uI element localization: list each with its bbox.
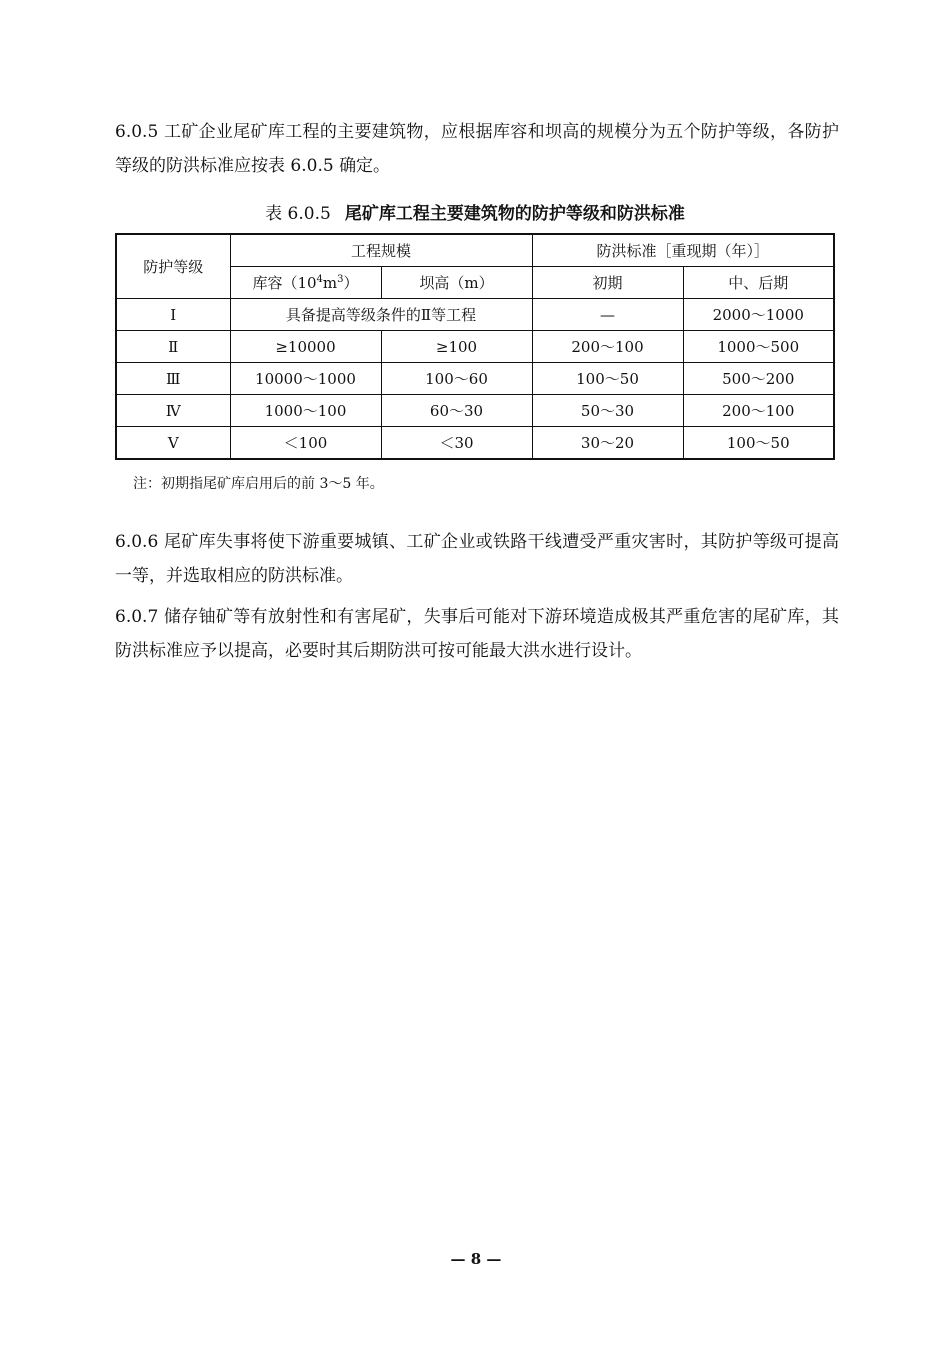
cell-scale-merged: 具备提高等级条件的Ⅱ等工程 [230, 299, 532, 331]
cell-grade: Ⅲ [116, 363, 230, 395]
capacity-exp2: 3 [337, 274, 344, 285]
header-initial: 初期 [532, 267, 683, 299]
cell-later: 1000～500 [683, 331, 834, 363]
cell-later: 100～50 [683, 427, 834, 460]
header-scale: 工程规模 [230, 234, 532, 267]
cell-initial: 100～50 [532, 363, 683, 395]
cell-initial: — [532, 299, 683, 331]
page-number: — 8 — [450, 1250, 502, 1268]
table-title-text: 尾矿库工程主要建筑物的防护等级和防洪标准 [344, 204, 685, 224]
table-row [116, 395, 834, 427]
cell-initial: 200～100 [532, 331, 683, 363]
table-row [116, 427, 834, 460]
cell-grade: Ⅳ [116, 395, 230, 427]
table-row [116, 331, 834, 363]
table-note: 注：初期指尾矿库启用后的前 3～5 年。 [133, 476, 384, 492]
cell-dam: ＜30 [381, 427, 532, 460]
table-number: 表 6.0.5 [265, 204, 331, 224]
cell-later: 200～100 [683, 395, 834, 427]
capacity-exp1: 4 [316, 274, 323, 285]
cell-later: 2000～1000 [683, 299, 834, 331]
cell-capacity: 10000～1000 [230, 363, 381, 395]
capacity-unit: m [322, 274, 338, 292]
cell-initial: 30～20 [532, 427, 683, 460]
cell-later: 500～200 [683, 363, 834, 395]
cell-initial: 50～30 [532, 395, 683, 427]
cell-grade: Ⅰ [116, 299, 230, 331]
table-row [116, 299, 834, 331]
header-later: 中、后期 [683, 267, 834, 299]
flood-standard-table [115, 233, 835, 460]
table-header-row [116, 234, 834, 267]
capacity-label-pre: 库容（10 [252, 274, 317, 292]
cell-dam: ≥100 [381, 331, 532, 363]
cell-capacity: ≥10000 [230, 331, 381, 363]
clause-6-0-7: 6.0.7 储存铀矿等有放射性和有害尾矿，失事后可能对下游环境造成极其严重危害的尾矿库，其防洪标准应予以提高，必要时其后期防洪可按可能最大洪水进行设计。 [115, 607, 839, 661]
header-grade: 防护等级 [116, 234, 230, 299]
header-flood-standard: 防洪标准［重现期（年）］ [532, 234, 834, 267]
capacity-label-post: ） [343, 274, 359, 292]
cell-grade: Ⅴ [116, 427, 230, 460]
cell-capacity: ＜100 [230, 427, 381, 460]
header-capacity [230, 267, 381, 299]
clause-6-0-6: 6.0.6 尾矿库失事将使下游重要城镇、工矿企业或铁路干线遭受严重灾害时，其防护等级可提高一等，并选取相应的防洪标准。 [115, 532, 839, 586]
cell-dam: 60～30 [381, 395, 532, 427]
cell-grade: Ⅱ [116, 331, 230, 363]
clause-6-0-5: 6.0.5 工矿企业尾矿库工程的主要建筑物，应根据库容和坝高的规模分为五个防护等级，各防护等级的防洪标准应按表 6.0.5 确定。 [115, 122, 839, 176]
table-title [115, 199, 835, 229]
table-row [116, 363, 834, 395]
header-dam-height: 坝高（m） [381, 267, 532, 299]
cell-dam: 100～60 [381, 363, 532, 395]
cell-capacity: 1000～100 [230, 395, 381, 427]
